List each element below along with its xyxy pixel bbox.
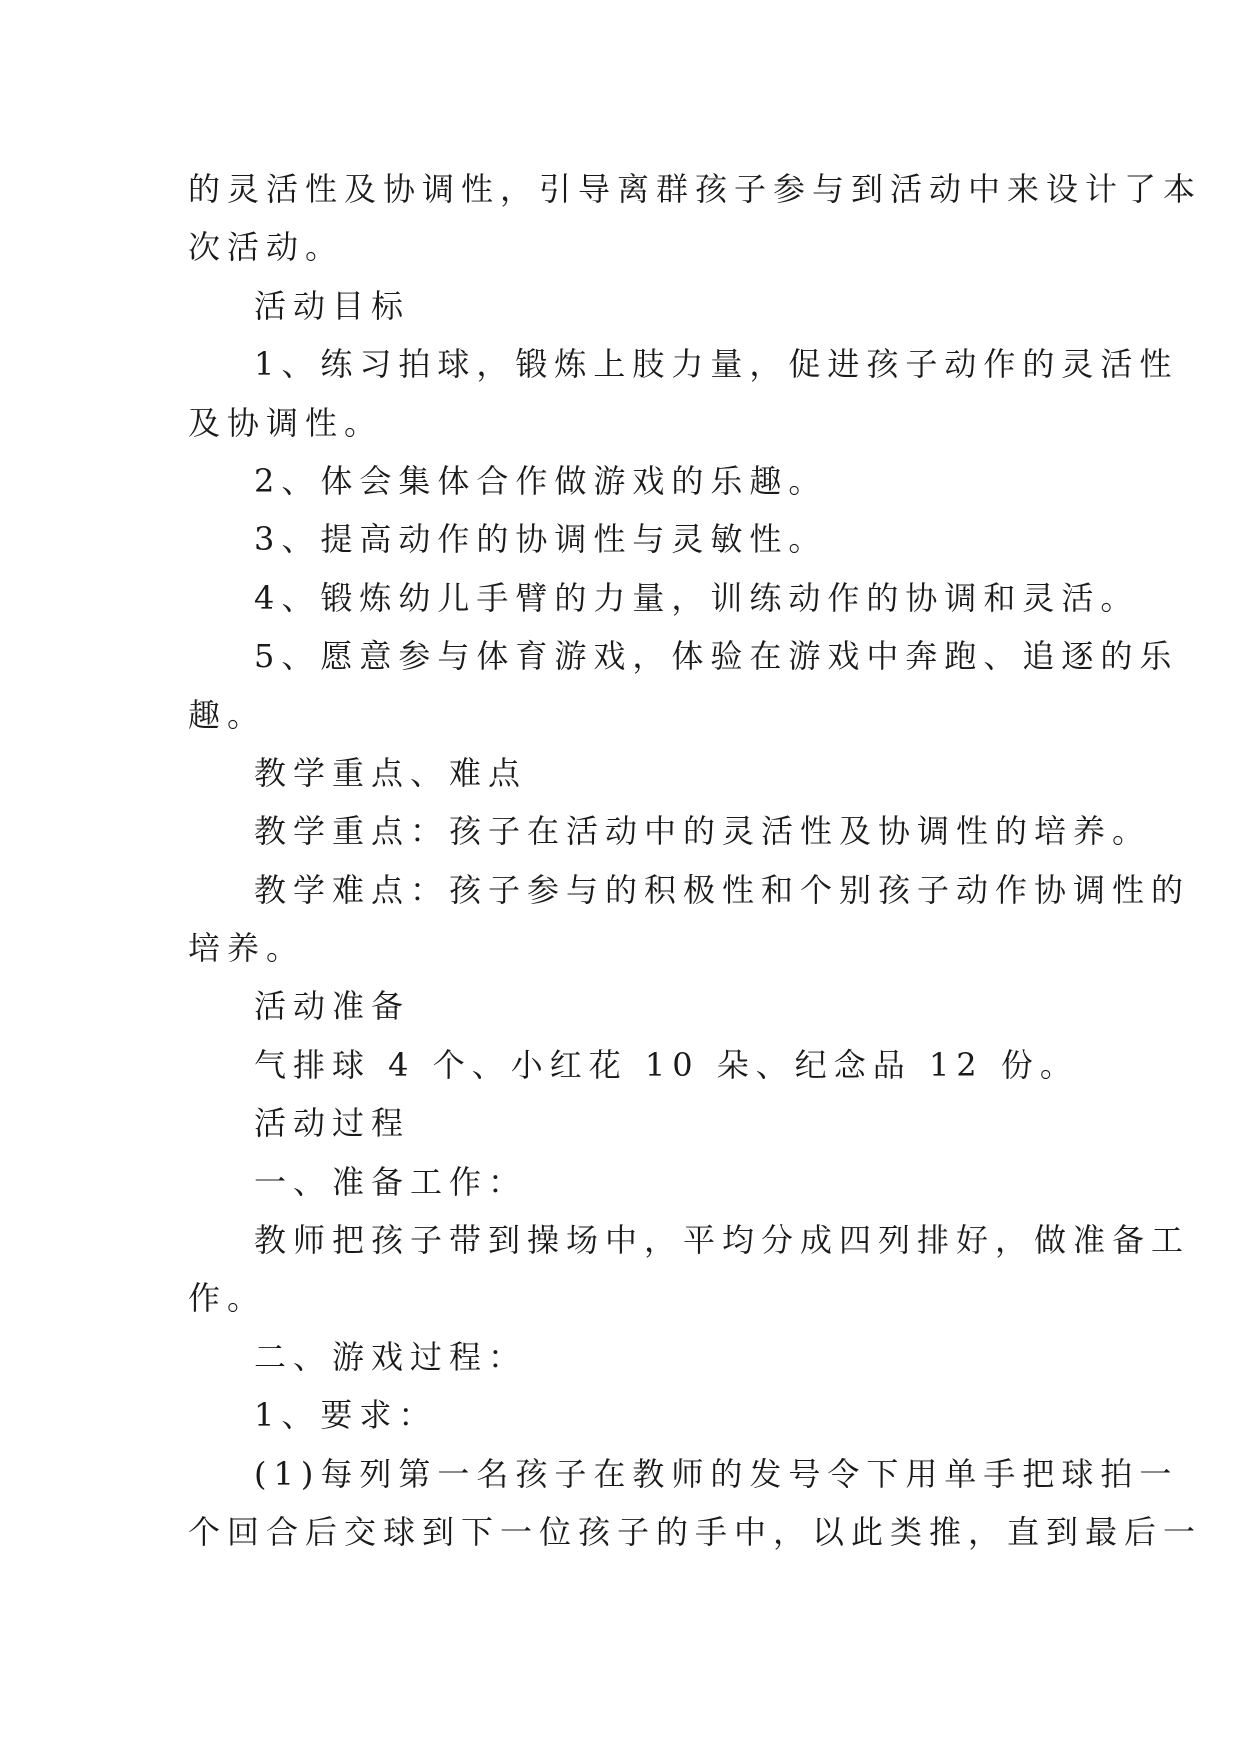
document-body [188, 160, 1203, 1561]
text-line: 活动准备 [254, 987, 411, 1026]
text-line: 趣。 [188, 695, 267, 734]
text-line: 1、要求： [254, 1396, 438, 1435]
text-line: 活动过程 [254, 1104, 411, 1143]
text-line: 一、准备工作： [254, 1162, 528, 1201]
text-line: 次活动。 [188, 228, 345, 267]
text-line: 活动目标 [254, 286, 411, 325]
text-line: 作。 [188, 1279, 267, 1318]
text-line: 教学难点：孩子参与的积极性和个别孩子动作协调性的 [254, 870, 1191, 909]
text-line: 教学重点：孩子在活动中的灵活性及协调性的培养。 [254, 812, 1152, 851]
text-line: 4、锻炼幼儿手臂的力量，训练动作的协调和灵活。 [254, 578, 1140, 617]
text-line: 2、体会集体合作做游戏的乐趣。 [254, 461, 828, 500]
text-line: 教学重点、难点 [254, 753, 528, 792]
text-line: 1、练习拍球，锻炼上肢力量，促进孩子动作的灵活性 [254, 345, 1179, 384]
text-line: 培养。 [188, 929, 306, 968]
text-line: 的灵活性及协调性，引导离群孩子参与到活动中来设计了本 [188, 170, 1203, 208]
text-line: 气排球 4 个、小红花 10 朵、纪念品 12 份。 [254, 1045, 1079, 1084]
text-line: 5、愿意参与体育游戏，体验在游戏中奔跑、追逐的乐 [254, 637, 1179, 676]
text-line: 个回合后交球到下一位孩子的手中，以此类推，直到最后一 [188, 1512, 1203, 1551]
text-line: (1)每列第一名孩子在教师的发号令下用单手把球拍一 [254, 1454, 1179, 1493]
text-line: 二、游戏过程： [254, 1337, 528, 1376]
text-line: 教师把孩子带到操场中，平均分成四列排好，做准备工 [254, 1221, 1191, 1260]
text-line: 3、提高动作的协调性与灵敏性。 [254, 520, 828, 559]
text-line: 及协调性。 [188, 403, 384, 442]
